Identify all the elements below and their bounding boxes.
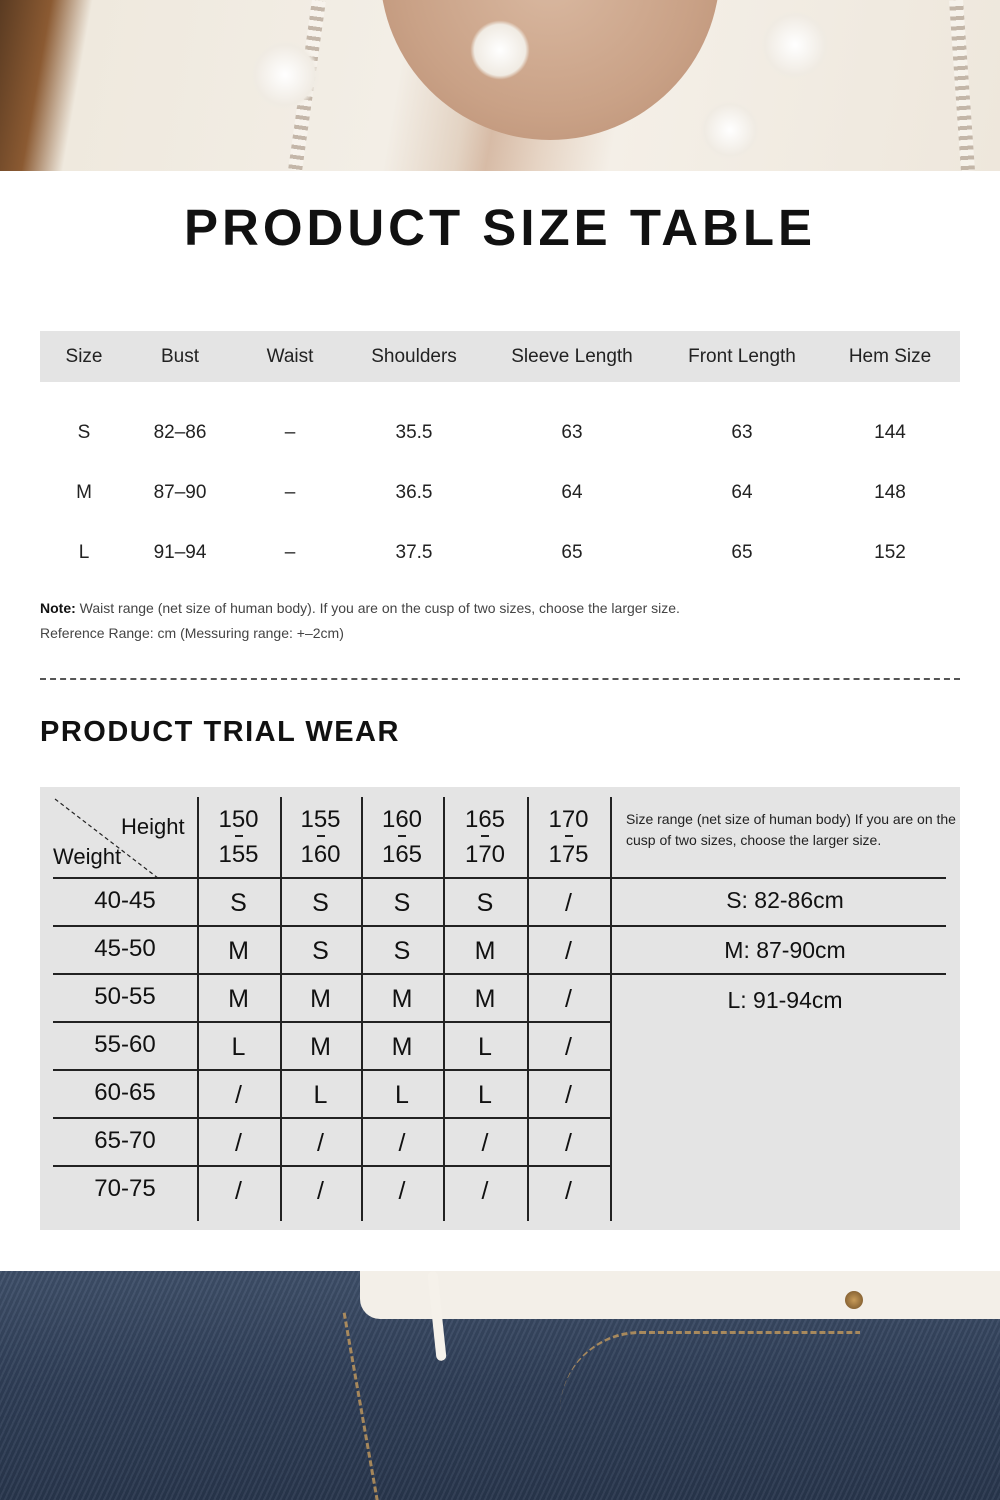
- size-table-cell: 64: [561, 482, 583, 503]
- trial-size-cell: /: [317, 1129, 324, 1157]
- height-to: 170: [464, 841, 506, 868]
- trial-size-cell: M: [474, 985, 496, 1013]
- size-range-note: Size range (net size of human body) If you are on the cusp of two sizes, choose the larger size.: [626, 811, 956, 848]
- trial-size-cell: S: [230, 889, 247, 917]
- trial-size-cell: M: [474, 937, 496, 965]
- size-range-value: L: 91-94cm: [727, 987, 843, 1013]
- weight-range-label: 50-55: [94, 983, 156, 1010]
- size-table-cell: 63: [731, 422, 753, 443]
- trial-size-cell: /: [317, 1177, 324, 1205]
- size-table-cell: 65: [731, 542, 753, 563]
- dashed-divider: [40, 678, 960, 680]
- size-table-cell: 64: [731, 482, 753, 503]
- size-table-header-cell: Bust: [128, 331, 232, 382]
- size-table-cell: 148: [874, 482, 906, 503]
- trial-size-cell: L: [231, 1033, 246, 1061]
- jeans-pocket: [560, 1331, 860, 1500]
- grid-horizontal-line: [53, 1165, 610, 1167]
- size-table-header-cell: Front Length: [664, 331, 820, 382]
- top-product-photo: [0, 0, 1000, 171]
- bottom-product-photo: [0, 1271, 1000, 1500]
- trial-size-cell: /: [398, 1177, 406, 1205]
- size-table-cell: M: [76, 482, 92, 503]
- height-range-header: [280, 801, 361, 873]
- height-from: 155: [300, 806, 341, 833]
- size-table-header-cell: Sleeve Length: [480, 331, 664, 382]
- embroidery-flower: [470, 20, 530, 80]
- trial-size-cell: /: [398, 1129, 406, 1157]
- trial-size-cell: /: [565, 889, 572, 917]
- trial-size-cell: S: [393, 937, 411, 965]
- size-range-value: S: 82-86cm: [726, 887, 844, 913]
- height-to: 160: [300, 841, 341, 868]
- height-range-header: [443, 801, 527, 873]
- size-table-header-cell: Hem Size: [820, 331, 960, 382]
- grid-horizontal-line: [53, 1069, 610, 1071]
- trial-size-cell: /: [565, 1081, 572, 1109]
- size-table: [40, 331, 960, 583]
- size-table-header-cell: Size: [40, 331, 128, 382]
- height-range-header: [197, 801, 280, 873]
- embroidery-flower: [760, 10, 830, 80]
- trial-size-cell: /: [481, 1129, 489, 1157]
- note-label: Note:: [40, 600, 76, 616]
- size-note: [40, 596, 680, 646]
- page-title: PRODUCT SIZE TABLE: [183, 199, 817, 256]
- grid-horizontal-line: [53, 1021, 610, 1023]
- size-table-cell: 152: [874, 542, 906, 563]
- size-table-header-row: [40, 331, 960, 382]
- grid-horizontal-line: [53, 973, 946, 975]
- weight-range-label: 40-45: [94, 887, 156, 914]
- trial-size-cell: L: [395, 1081, 409, 1109]
- trial-size-cell: S: [312, 937, 329, 965]
- weight-range-label: 60-65: [94, 1079, 156, 1106]
- trial-size-cell: M: [228, 985, 249, 1013]
- size-table-cell: –: [284, 482, 296, 503]
- size-table-cell: 87–90: [153, 482, 207, 503]
- neckline: [380, 0, 720, 140]
- size-table-cell: S: [77, 422, 91, 443]
- weight-range-label: 65-70: [94, 1127, 156, 1154]
- note-text: Waist range (net size of human body). If you are on the cusp of two sizes, choose the larger size.: [75, 600, 680, 616]
- size-table-row: [40, 382, 960, 463]
- grid-horizontal-line: [53, 1117, 610, 1119]
- lace-trim-right: [949, 0, 975, 171]
- height-from: 160: [381, 806, 423, 833]
- grid-horizontal-line: [53, 877, 946, 879]
- size-table-cell: 65: [561, 542, 583, 563]
- size-table-cell: 37.5: [395, 542, 433, 563]
- size-table-header-cell: Shoulders: [348, 331, 480, 382]
- reference-range: Reference Range: cm (Messuring range: +–2cm): [40, 625, 344, 641]
- jeans-rivet: [845, 1291, 863, 1309]
- height-from: 165: [464, 806, 506, 833]
- trial-size-cell: /: [565, 985, 572, 1013]
- size-table-cell: –: [284, 542, 296, 563]
- size-table-cell: 36.5: [395, 482, 433, 503]
- trial-size-cell: /: [235, 1081, 242, 1109]
- trial-size-cell: M: [228, 937, 249, 965]
- height-from: 170: [548, 806, 589, 833]
- trial-size-cell: M: [310, 1033, 331, 1061]
- corner-weight-label: Weight: [53, 844, 122, 869]
- embroidery-flower: [250, 40, 320, 110]
- grid-horizontal-line: [53, 925, 946, 927]
- size-table-cell: 91–94: [153, 542, 207, 563]
- trial-size-cell: L: [313, 1081, 328, 1109]
- height-to: 165: [381, 841, 423, 868]
- trial-size-cell: L: [478, 1033, 492, 1061]
- trial-size-cell: /: [481, 1177, 489, 1205]
- embroidery-flower: [700, 100, 760, 160]
- trial-size-cell: S: [393, 889, 411, 917]
- trial-size-cell: L: [478, 1081, 492, 1109]
- height-range-header: [361, 801, 443, 873]
- size-table-cell: L: [78, 542, 90, 563]
- trial-size-cell: /: [235, 1177, 242, 1205]
- trial-size-cell: /: [235, 1129, 242, 1157]
- size-table-cell: 82–86: [153, 422, 207, 443]
- weight-range-label: 45-50: [94, 935, 156, 962]
- trial-wear-title: PRODUCT TRIAL WEAR: [40, 716, 400, 748]
- height-to: 175: [548, 841, 589, 868]
- size-table-cell: 63: [561, 422, 583, 443]
- size-table-row: [40, 523, 960, 583]
- weight-range-label: 70-75: [94, 1175, 156, 1202]
- height-range-header: [527, 801, 610, 873]
- weight-range-label: 55-60: [94, 1031, 156, 1058]
- trial-size-cell: S: [476, 889, 494, 917]
- height-to: 155: [218, 841, 259, 868]
- trial-wear-panel: [40, 787, 960, 1230]
- trial-size-cell: /: [565, 937, 572, 965]
- trial-size-cell: /: [565, 1177, 572, 1205]
- trial-size-cell: /: [565, 1033, 572, 1061]
- trial-size-cell: M: [391, 985, 413, 1013]
- size-table-cell: 35.5: [395, 422, 433, 443]
- size-table-body: [40, 382, 960, 583]
- size-range-value: M: 87-90cm: [724, 937, 846, 963]
- trial-size-cell: M: [391, 1033, 413, 1061]
- corner-height-label: Height: [121, 814, 185, 839]
- size-table-cell: 144: [874, 422, 906, 443]
- trial-size-cell: /: [565, 1129, 572, 1157]
- size-table-row: [40, 463, 960, 523]
- height-from: 150: [218, 806, 259, 833]
- shirt-hem: [360, 1271, 1000, 1319]
- trial-size-cell: M: [310, 985, 331, 1013]
- size-table-header-cell: Waist: [232, 331, 348, 382]
- trial-size-cell: S: [312, 889, 329, 917]
- size-table-cell: –: [284, 422, 296, 443]
